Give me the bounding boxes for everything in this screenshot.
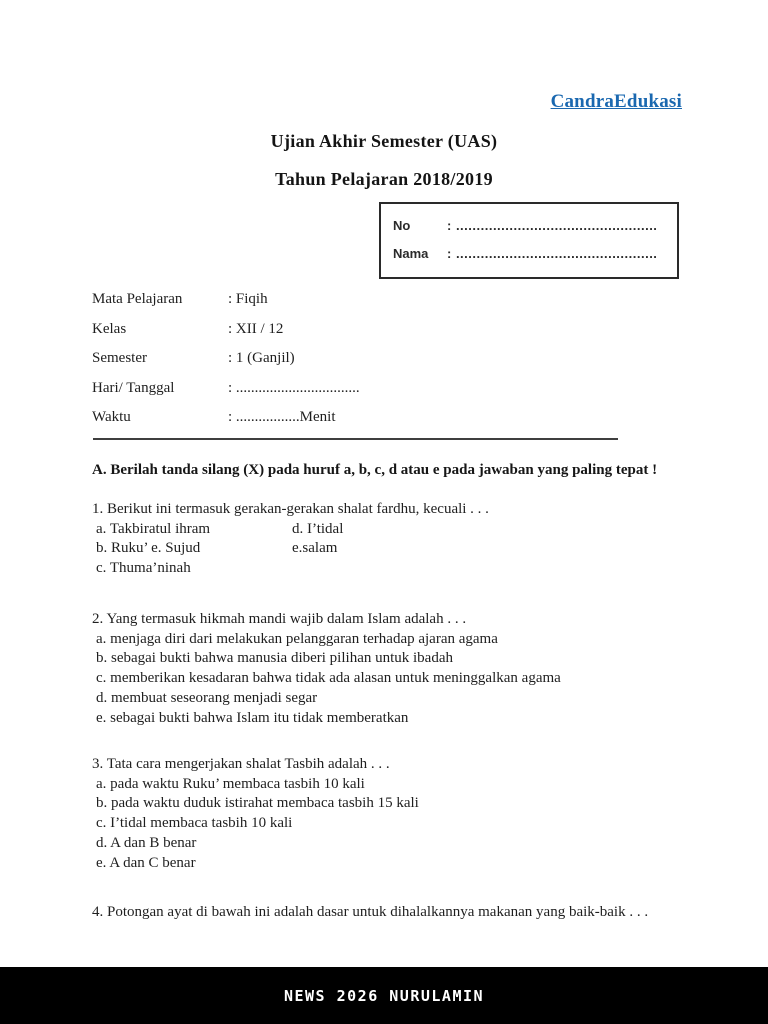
option-d: d. membuat seseorang menjadi segar	[96, 689, 318, 706]
option-a: a. pada waktu Ruku’ membaca tasbih 10 kali	[96, 775, 365, 792]
question-text: 3. Tata cara mengerjakan shalat Tasbih adalah . . .	[92, 756, 390, 772]
id-box-row-no	[381, 218, 677, 233]
section-divider-line	[93, 438, 618, 440]
brand-link[interactable]: CandraEdukasi	[550, 91, 682, 112]
meta-label: Waktu	[92, 409, 131, 426]
question-3-block	[92, 755, 419, 873]
no-label: No	[393, 218, 411, 233]
meta-label: Hari/ Tanggal	[92, 379, 175, 396]
footer-bar	[0, 967, 768, 1024]
option-b: b. sebagai bukti bahwa manusia diberi pilihan untuk ibadah	[96, 650, 453, 667]
option-row	[92, 520, 489, 540]
option-row	[92, 539, 489, 559]
option-e: e. A dan C benar	[96, 854, 196, 871]
meta-row-semester	[92, 350, 360, 380]
meta-value: : .................................	[228, 379, 360, 396]
option-e: e. sebagai bukti bahwa Islam itu tidak memberatkan	[96, 709, 409, 726]
option-b: b. Ruku’ e. Sujud	[96, 540, 201, 557]
academic-year-title: Tahun Pelajaran 2018/2019	[275, 169, 493, 189]
option-c: c. memberikan kesadaran bahwa tidak ada alasan untuk meninggalkan agama	[96, 670, 561, 687]
no-dotted-line: : .................................................	[447, 218, 658, 233]
question-1-block	[92, 500, 489, 579]
meta-value: : XII / 12	[228, 320, 284, 337]
option-c: c. I’tidal membaca tasbih 10 kali	[96, 815, 293, 832]
option-c: c. Thuma’ninah	[96, 560, 191, 577]
meta-row-mata-pelajaran	[92, 291, 360, 321]
meta-label: Semester	[92, 350, 147, 367]
meta-value: : .................Menit	[228, 409, 336, 426]
question-text: 1. Berikut ini termasuk gerakan-gerakan shalat fardhu, kecuali . . .	[92, 501, 489, 517]
option-a: a. Takbiratul ihram	[96, 520, 211, 537]
option-d: d. A dan B benar	[96, 834, 197, 851]
question-4-block	[92, 903, 648, 923]
nama-label: Nama	[393, 246, 429, 261]
id-box-row-nama	[381, 246, 677, 261]
option-a: a. menjaga diri dari melakukan pelanggaran terhadap ajaran agama	[96, 630, 498, 647]
section-a-heading: A. Berilah tanda silang (X) pada huruf a, b, c, d atau e pada jawaban yang paling tepat !	[92, 462, 658, 478]
option-b: b. pada waktu duduk istirahat membaca tasbih 15 kali	[96, 795, 419, 812]
nama-dotted-line: : .................................................	[447, 246, 658, 261]
option-empty	[292, 559, 489, 579]
option-row	[92, 559, 489, 579]
student-id-box	[379, 202, 679, 279]
watermark-text: NEWS 2026 NURULAMIN	[283, 986, 485, 1005]
meta-row-hari-tanggal	[92, 380, 360, 410]
meta-row-kelas	[92, 321, 360, 351]
option-d: d. I’tidal	[292, 520, 344, 537]
option-e: e.salam	[292, 540, 338, 557]
exam-title: Ujian Akhir Semester (UAS)	[270, 131, 498, 151]
meta-label: Mata Pelajaran	[92, 291, 183, 307]
meta-row-waktu	[92, 409, 360, 439]
meta-value: : Fiqih	[228, 291, 268, 307]
meta-label: Kelas	[92, 320, 127, 337]
question-text: 2. Yang termasuk hikmah mandi wajib dalam Islam adalah . . .	[92, 611, 467, 627]
question-text: 4. Potongan ayat di bawah ini adalah dasar untuk dihalalkannya makanan yang baik-baik . . .	[92, 904, 649, 920]
exam-meta-table	[92, 291, 360, 439]
question-2-block	[92, 610, 561, 728]
meta-value: : 1 (Ganjil)	[228, 350, 295, 367]
